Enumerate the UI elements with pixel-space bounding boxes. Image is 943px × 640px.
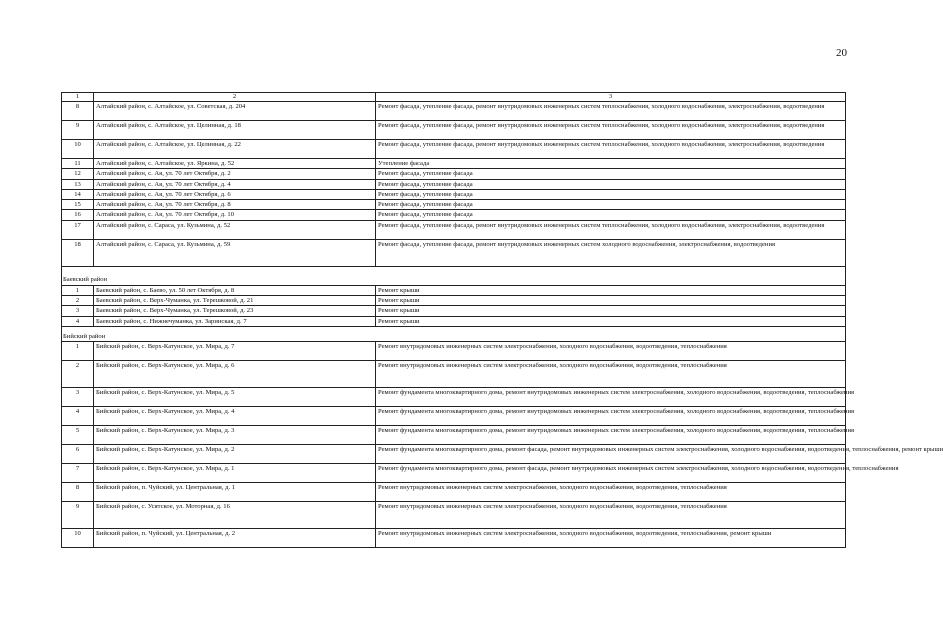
row-address: Алтайский район, с. Ая, ул. 70 лет Октября, д. 2 bbox=[94, 169, 376, 179]
section-title: Баевский район bbox=[62, 266, 846, 285]
section-title: Бийский район bbox=[62, 326, 846, 341]
table-row bbox=[62, 463, 846, 482]
row-works: Ремонт внутридомовых инженерных систем электроснабжения, холодного водоснабжения, водоотведения, теплоснабжения, ремонт крыши bbox=[376, 528, 846, 547]
row-address: Алтайский район, с. Ая, ул. 70 лет Октября, д. 10 bbox=[94, 210, 376, 220]
header-cell-address: 2 bbox=[94, 93, 376, 102]
row-number: 12 bbox=[62, 169, 94, 179]
row-address: Алтайский район, с. Алтайское, ул. Яркина, д. 52 bbox=[94, 159, 376, 169]
row-number: 10 bbox=[62, 140, 94, 159]
table-row bbox=[62, 189, 846, 199]
row-number: 4 bbox=[62, 406, 94, 425]
table-row bbox=[62, 306, 846, 316]
row-works: Ремонт фасада, утепление фасада, ремонт внутридомовых инженерных систем теплоснабжения, холодного водоснабжения, электроснабжения, водоотведения bbox=[376, 102, 846, 121]
table-row bbox=[62, 360, 846, 387]
table-row bbox=[62, 210, 846, 220]
table-row bbox=[62, 179, 846, 189]
row-works: Ремонт фундамента многоквартирного дома, ремонт внутридомовых инженерных систем электроснабжения, холодного водоснабжения, водоотведения, теплоснабжения bbox=[376, 406, 846, 425]
table-row bbox=[62, 169, 846, 179]
table-row bbox=[62, 121, 846, 140]
row-address: Алтайский район, с. Алтайское, ул. Целинная, д. 18 bbox=[94, 121, 376, 140]
row-number: 7 bbox=[62, 463, 94, 482]
table-row bbox=[62, 528, 846, 547]
row-address: Бийский район, с. Верх-Катунское, ул. Мира, д. 6 bbox=[94, 360, 376, 387]
header-cell-works: 3 bbox=[376, 93, 846, 102]
row-works: Ремонт фундамента многоквартирного дома, ремонт фасада, ремонт внутридомовых инженерных систем электроснабжения, холодного водоснабжения, водоотведения, теплоснабжения, ремонт крыши bbox=[376, 444, 846, 463]
page-number: 20 bbox=[836, 47, 847, 59]
row-address: Бийский район, с. Верх-Катунское, ул. Мира, д. 7 bbox=[94, 341, 376, 360]
table-row bbox=[62, 406, 846, 425]
row-number: 11 bbox=[62, 159, 94, 169]
table-row bbox=[62, 482, 846, 501]
row-works: Ремонт крыши bbox=[376, 285, 846, 295]
table-row bbox=[62, 425, 846, 444]
row-works: Ремонт крыши bbox=[376, 296, 846, 306]
table-body bbox=[62, 93, 943, 548]
table-row bbox=[62, 285, 846, 295]
row-address: Алтайский район, с. Алтайское, ул. Советская, д. 204 bbox=[94, 102, 376, 121]
row-number: 1 bbox=[62, 285, 94, 295]
table-row bbox=[62, 140, 846, 159]
header-row bbox=[62, 93, 846, 102]
row-address: Бийский район, п. Чуйский, ул. Центральная, д. 1 bbox=[94, 482, 376, 501]
row-works: Ремонт фундамента многоквартирного дома, ремонт фасада, ремонт внутридомовых инженерных систем электроснабжения, холодного водоснабжения, водоотведения, теплоснабжения bbox=[376, 463, 846, 482]
row-address: Бийский район, с. Верх-Катунское, ул. Мира, д. 5 bbox=[94, 387, 376, 406]
table-row bbox=[62, 102, 846, 121]
row-number: 5 bbox=[62, 425, 94, 444]
row-works: Ремонт фасада, утепление фасада bbox=[376, 210, 846, 220]
row-number: 9 bbox=[62, 501, 94, 528]
row-number: 4 bbox=[62, 316, 94, 326]
row-works: Ремонт крыши bbox=[376, 306, 846, 316]
row-address: Баевский район, с. Нижнечуманка, ул. Заринская, д. 7 bbox=[94, 316, 376, 326]
row-number: 8 bbox=[62, 482, 94, 501]
row-address: Алтайский район, с. Ая, ул. 70 лет Октября, д. 4 bbox=[94, 179, 376, 189]
row-number: 2 bbox=[62, 296, 94, 306]
table-row bbox=[62, 200, 846, 210]
row-works: Ремонт фасада, утепление фасада, ремонт внутридомовых инженерных систем теплоснабжения, холодного водоснабжения, электроснабжения, водоотведения bbox=[376, 121, 846, 140]
table-row bbox=[62, 501, 846, 528]
table-row bbox=[62, 239, 846, 266]
row-number: 6 bbox=[62, 444, 94, 463]
table-row bbox=[62, 316, 846, 326]
row-address: Алтайский район, с. Ая, ул. 70 лет Октября, д. 6 bbox=[94, 189, 376, 199]
row-works: Ремонт фасада, утепление фасада bbox=[376, 169, 846, 179]
row-number: 9 bbox=[62, 121, 94, 140]
table-row bbox=[62, 387, 846, 406]
row-address: Бийский район, п. Чуйский, ул. Центральная, д. 2 bbox=[94, 528, 376, 547]
row-address: Алтайский район, с. Ая, ул. 70 лет Октября, д. 8 bbox=[94, 200, 376, 210]
row-address: Бийский район, с. Верх-Катунское, ул. Мира, д. 3 bbox=[94, 425, 376, 444]
row-address: Баевский район, с. Верх-Чуманка, ул. Терешковой, д. 23 bbox=[94, 306, 376, 316]
row-works: Ремонт фасада, утепление фасада bbox=[376, 200, 846, 210]
row-number: 1 bbox=[62, 341, 94, 360]
row-number: 18 bbox=[62, 239, 94, 266]
row-address: Алтайский район, с. Сараса, ул. Кузьмина, д. 52 bbox=[94, 220, 376, 239]
row-works: Ремонт крыши bbox=[376, 316, 846, 326]
row-number: 13 bbox=[62, 179, 94, 189]
row-number: 17 bbox=[62, 220, 94, 239]
row-number: 3 bbox=[62, 306, 94, 316]
table-row bbox=[62, 220, 846, 239]
row-works: Ремонт фасада, утепление фасада, ремонт внутридомовых инженерных систем холодного водоснабжения, электроснабжения, водоотведения bbox=[376, 239, 846, 266]
row-works: Ремонт внутридомовых инженерных систем электроснабжения, холодного водоснабжения, водоотведения, теплоснабжения bbox=[376, 341, 846, 360]
row-number: 8 bbox=[62, 102, 94, 121]
row-address: Алтайский район, с. Сараса, ул. Кузьмина, д. 59 bbox=[94, 239, 376, 266]
row-number: 3 bbox=[62, 387, 94, 406]
header-cell-number: 1 bbox=[62, 93, 94, 102]
row-address: Бийский район, с. Верх-Катунское, ул. Мира, д. 1 bbox=[94, 463, 376, 482]
row-works: Ремонт внутридомовых инженерных систем электроснабжения, холодного водоснабжения, водоотведения, теплоснабжения bbox=[376, 360, 846, 387]
table-row bbox=[62, 444, 846, 463]
section-header-row bbox=[62, 326, 846, 341]
row-address: Бийский район, с. Усятское, ул. Моторная, д. 16 bbox=[94, 501, 376, 528]
repair-register-table bbox=[61, 92, 943, 548]
row-number: 15 bbox=[62, 200, 94, 210]
row-works: Ремонт внутридомовых инженерных систем электроснабжения, холодного водоснабжения, водоотведения, теплоснабжения bbox=[376, 482, 846, 501]
table-row bbox=[62, 159, 846, 169]
row-works: Ремонт фундамента многоквартирного дома, ремонт внутридомовых инженерных систем электроснабжения, холодного водоснабжения, водоотведения, теплоснабжения bbox=[376, 387, 846, 406]
row-works: Ремонт внутридомовых инженерных систем электроснабжения, холодного водоснабжения, водоотведения, теплоснабжения bbox=[376, 501, 846, 528]
row-address: Алтайский район, с. Алтайское, ул. Целинная, д. 22 bbox=[94, 140, 376, 159]
row-address: Бийский район, с. Верх-Катунское, ул. Мира, д. 2 bbox=[94, 444, 376, 463]
row-works: Ремонт фасада, утепление фасада bbox=[376, 189, 846, 199]
row-address: Баевский район, с. Верх-Чуманка, ул. Терешковой, д. 21 bbox=[94, 296, 376, 306]
row-works: Ремонт фасада, утепление фасада bbox=[376, 179, 846, 189]
row-number: 16 bbox=[62, 210, 94, 220]
row-works: Ремонт фундамента многоквартирного дома, ремонт внутридомовых инженерных систем электроснабжения, холодного водоснабжения, водоотведения, теплоснабжения bbox=[376, 425, 846, 444]
row-address: Бийский район, с. Верх-Катунское, ул. Мира, д. 4 bbox=[94, 406, 376, 425]
row-number: 2 bbox=[62, 360, 94, 387]
row-works: Ремонт фасада, утепление фасада, ремонт внутридомовых инженерных систем теплоснабжения, холодного водоснабжения, электроснабжения, водоотведения bbox=[376, 220, 846, 239]
table-row bbox=[62, 296, 846, 306]
row-number: 14 bbox=[62, 189, 94, 199]
row-number: 10 bbox=[62, 528, 94, 547]
table-row bbox=[62, 341, 846, 360]
row-works: Ремонт фасада, утепление фасада, ремонт внутридомовых инженерных систем теплоснабжения, холодного водоснабжения, электроснабжения, водоотведения bbox=[376, 140, 846, 159]
section-header-row bbox=[62, 266, 846, 285]
row-address: Баевский район, с. Баево, ул. 50 лет Октября, д. 8 bbox=[94, 285, 376, 295]
row-works: Утепление фасада bbox=[376, 159, 846, 169]
